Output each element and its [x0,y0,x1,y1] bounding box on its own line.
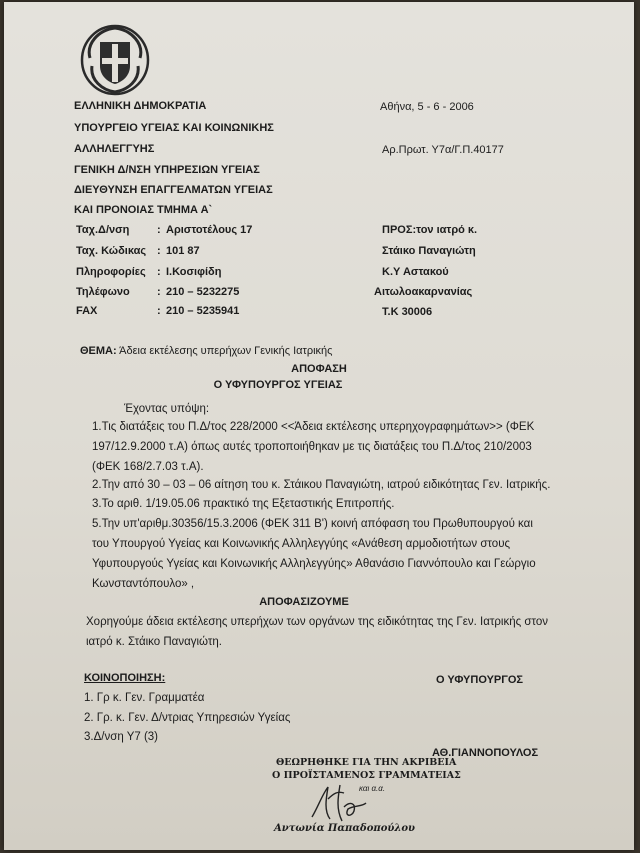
consideration-item-line: 197/12.9.2000 τ.Α) όπως αυτές τροποποιήθηκαν με τις διατάξεις του Π.Δ/τος 210/2003 [92,441,532,453]
contact-label: FAX [76,305,98,317]
recipient-line: Στάικο Παναγιώτη [382,245,476,257]
coat-of-arms-emblem [78,22,152,96]
handwritten-signature [304,777,374,827]
stamp-line: και α.α. [359,784,386,793]
contact-separator: : [157,286,161,298]
stamp-name: Αντωνία Παπαδοπούλου [274,823,415,834]
consideration-item-line: (ΦΕΚ 168/2.7.03 τ.Α). [92,461,204,473]
cc-title: ΚΟΙΝΟΠΟΙΗΣΗ: [84,672,166,684]
subject-label: ΘΕΜΑ: [80,345,117,357]
org-line-2: ΥΠΟΥΡΓΕΙΟ ΥΓΕΙΑΣ ΚΑΙ ΚΟΙΝΩΝΙΚΗΣ [74,122,274,134]
contact-label: Πληροφορίες [76,266,146,278]
contact-label: Ταχ. Κώδικας [76,245,147,257]
org-line-4: ΓΕΝΙΚΗ Δ/ΝΣΗ ΥΠΗΡΕΣΙΩΝ ΥΓΕΙΑΣ [74,164,260,176]
contact-label: Τηλέφωνο [76,286,130,298]
contact-value: 210 – 5232275 [166,286,240,298]
consideration-item-line: Υφυπουργούς Υγείας και Κοινωνικής Αλληλεγγύης» Αθανάσιο Γιαννόπουλο και Γεώργιο [92,558,536,570]
protocol-number: Αρ.Πρωτ. Υ7α/Γ.Π.40177 [382,144,504,156]
document-date: Αθήνα, 5 - 6 - 2006 [380,101,474,113]
document-page [4,2,634,850]
recipient-line: ΠΡΟΣ:τον ιατρό κ. [382,224,478,236]
contact-value: Αριστοτέλους 17 [166,224,253,236]
contact-label: Ταχ.Δ/νση [76,224,130,236]
cc-item: 1. Γρ κ. Γεν. Γραμματέα [84,692,205,704]
org-line-5: ΔΙΕΥΘΥΝΣΗ ΕΠΑΓΓΕΛΜΑΤΩΝ ΥΓΕΙΑΣ [74,184,273,196]
consideration-item-line: 1.Τις διατάξεις του Π.Δ/τος 228/2000 <<Άδεια εκτέλεσης υπερηχογραφημάτων>> (ΦΕΚ [92,421,535,433]
contact-separator: : [157,224,161,236]
cc-item: 2. Γρ. κ. Γεν. Δ/ντριας Υπηρεσιών Υγείας [84,712,291,724]
contact-separator: : [157,266,161,278]
contact-separator: : [157,305,161,317]
stamp-line: Ο ΠΡΟΪΣΤΑΜΕΝΟΣ ΓΡΑΜΜΑΤΕΙΑΣ [272,770,461,781]
subject-text: Άδεια εκτέλεσης υπερήχων Γενικής Ιατρικής [119,345,333,357]
subject-line [80,345,332,357]
recipient-line: Αιτωλοακαρνανίας [374,286,473,298]
org-line-6: ΚΑΙ ΠΡΟΝΟΙΑΣ ΤΜΗΜΑ Α` [74,204,213,216]
recipient-line: Τ.Κ 30006 [382,306,433,318]
recipient-line: Κ.Υ Αστακού [382,266,449,278]
consideration-item-line: Κωνσταντόπουλο» , [92,578,195,590]
contact-value: 101 87 [166,245,200,257]
decision-text-line: ιατρό κ. Στάικο Παναγιώτη. [86,636,222,648]
signer-title: Ο ΥΦΥΠΟΥΡΓΟΣ [436,674,524,686]
decision-text-line: Χορηγούμε άδεια εκτέλεσης υπερήχων των οργάνων της ειδικότητας της Γεν. Ιατρικής στον [86,616,548,628]
signer-name: ΑΘ.ΓΙΑΝΝΟΠΟΥΛΟΣ [432,747,539,759]
official-title: Ο ΥΦΥΠΟΥΡΓΟΣ ΥΓΕΙΑΣ [213,379,343,391]
considering-label: Έχοντας υπόψη: [124,403,210,415]
org-line-1: ΕΛΛΗΝΙΚΗ ΔΗΜΟΚΡΑΤΙΑ [74,100,207,112]
contact-value: Ι.Κοσιφίδη [166,266,222,278]
decide-title: ΑΠΟΦΑΣΙΖΟΥΜΕ [259,596,349,608]
org-line-3: ΑΛΛΗΛΕΓΓΥΗΣ [74,143,155,155]
contact-separator: : [157,245,161,257]
consideration-item-line: 2.Την από 30 – 03 – 06 αίτηση του κ. Στάικου Παναγιώτη, ιατρού ειδικότητας Γεν. Ιατρικής. [92,479,551,491]
decision-title: ΑΠΟΦΑΣΗ [291,363,347,375]
consideration-item-line: 3.Το αριθ. 1/19.05.06 πρακτικό της Εξεταστικής Επιτροπής. [92,498,395,510]
stamp-line: ΘΕΩΡΗΘΗΚΕ ΓΙΑ ΤΗΝ ΑΚΡΙΒΕΙΑ [276,757,457,768]
consideration-item-line: 5.Την υπ'αριθμ.30356/15.3.2006 (ΦΕΚ 311 Β') κοινή απόφαση του Πρωθυπουργού και [92,518,533,530]
cc-item: 3.Δ/νση Υ7 (3) [84,731,159,743]
consideration-item-line: του Υπουργού Υγείας και Κοινωνικής Αλληλεγγύης «Ανάθεση αρμοδιοτήτων στους [92,538,511,550]
contact-value: 210 – 5235941 [166,305,240,317]
